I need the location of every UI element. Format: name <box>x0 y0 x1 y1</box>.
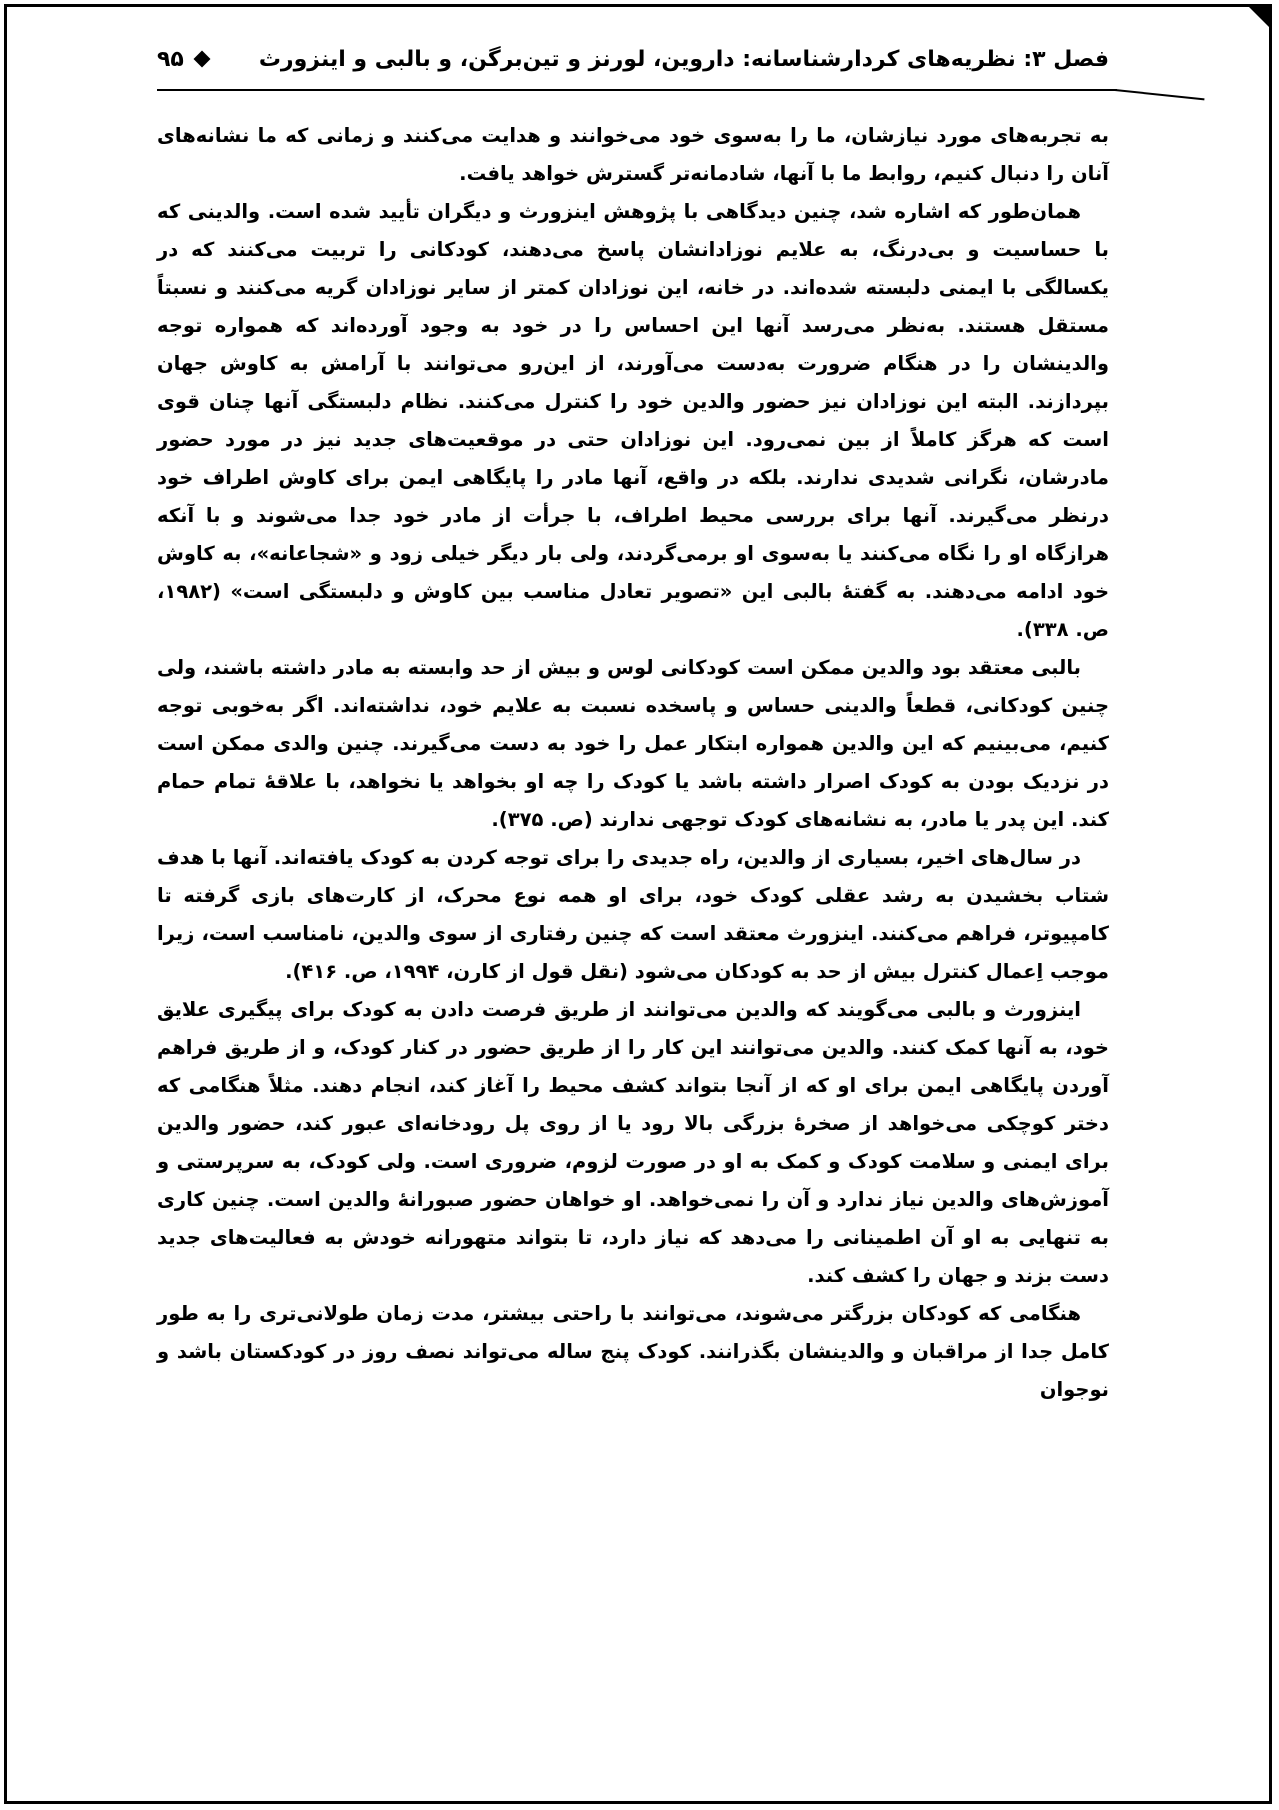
paragraph: همان‌طور که اشاره شد، چنین دیدگاهی با پژوهش اینزورث و دیگران تأیید شده است. والدینی که با حساسیت و بی‌درنگ، به علایم نوزادانشان پاسخ می‌دهند، کودکانی را تربیت می‌کنند که در یکسالگی با ایمنی دلبسته شده‌اند. در خانه، این نوزادان کمتر از سایر نوزادان گریه می‌کنند و نسبتاً مستقل هستند. به‌نظر می‌رسد آنها این احساس را در خود به وجود آورده‌اند که همواره توجه والدینشان را در هنگام ضرورت به‌دست می‌آورند، از این‌رو می‌توانند با آرامش به کاوش جهان بپردازند. البته این نوزادان نیز حضور والدین خود را کنترل می‌کنند. نظام دلبستگی آنها چنان قوی است که هرگز کاملاً از بین نمی‌رود. این نوزادان حتی در موقعیت‌های جدید نیز در مورد حضور مادرشان، نگرانی شدیدی ندارند. بلکه در واقع، آنها مادر را پایگاهی ایمن برای کاوش اطراف خود درنظر می‌گیرند. آنها برای بررسی محیط اطراف، با جرأت از مادر خود جدا می‌شوند و با آنکه هرازگاه او را نگاه می‌کنند یا به‌سوی او برمی‌گردند، ولی بار دیگر خیلی زود و «شجاعانه»، به کاوش خود ادامه می‌دهند. به گفتهٔ بالبی این «تصویر تعادل مناسب بین کاوش و دلبستگی است» (۱۹۸۲، ص. ۳۳۸). <box>157 200 1109 641</box>
book-page <box>4 4 1272 1804</box>
paragraph: هنگامی که کودکان بزرگتر می‌شوند، می‌توانند با راحتی بیشتر، مدت زمان طولانی‌تری را به طور کامل جدا از مراقبان و والدینشان بگذرانند. کودک پنج ساله می‌تواند نصف روز در کودکستان باشد و نوجوان <box>157 1302 1109 1401</box>
paragraph: اینزورث و بالبی می‌گویند که والدین می‌توانند از طریق فرصت دادن به کودک برای پیگیری علایق خود، به آنها کمک کنند. والدین می‌توانند این کار را از طریق حضور در کنار کودک، و از طریق فراهم آوردن پایگاهی ایمن برای او که از آنجا بتواند کشف محیط را آغاز کند، انجام دهند. مثلاً هنگامی که دختر کوچکی می‌خواهد از صخرهٔ بزرگی بالا رود یا از روی پل رودخانه‌ای عبور کند، حضور والدین برای ایمنی و سلامت کودک و کمک به او در صورت لزوم، ضروری است. ولی کودک، به سرپرستی و آموزش‌های والدین نیاز ندارد و آن را نمی‌خواهد. او خواهان حضور صبورانهٔ والدین است. چنین کاری به تنهایی به او آن اطمینانی را می‌دهد که نیاز دارد، تا بتواند متهورانه خودش به فعالیت‌های جدید دست بزند و جهان را کشف کند. <box>157 998 1109 1287</box>
folded-corner-mark <box>1246 4 1272 30</box>
page-number-group <box>157 47 212 72</box>
header-rule-tail <box>1113 89 1205 120</box>
paragraph: بالبی معتقد بود والدین ممکن است کودکانی لوس و بیش از حد وابسته به مادر داشته باشند، ولی چنین کودکانی، قطعاً والدینی حساس و پاسخده نسبت به علایم خود، نداشته‌اند. اگر به‌خوبی توجه کنیم، می‌بینیم که این والدین همواره ابتکار عمل را خود به دست می‌گیرند. چنین والدی ممکن است در نزدیک بودن به کودک اصرار داشته باشد یا کودک را چه او بخواهد یا نخواهد، با علاقهٔ تمام حمام کند. این پدر یا مادر، به نشانه‌های کودک توجهی ندارند (ص. ۳۷۵). <box>157 656 1109 831</box>
header-rule <box>157 89 1117 91</box>
body-text <box>157 117 1109 1771</box>
chapter-title: فصل ۳: نظریه‌های کردارشناسانه: داروین، لورنز و تین‌برگن، و بالبی و اینزورث <box>258 46 1109 72</box>
paragraph: به تجربه‌های مورد نیازشان، ما را به‌سوی خود می‌خوانند و هدایت می‌کنند و زمانی که ما نشانه‌های آنان را دنبال کنیم، روابط ما با آنها، شادمانه‌تر گسترش خواهد یافت. <box>157 124 1109 185</box>
running-header <box>157 29 1109 89</box>
diamond-icon <box>193 51 210 68</box>
page-number: ۹۵ <box>157 46 184 72</box>
paragraph: در سال‌های اخیر، بسیاری از والدین، راه جدیدی را برای توجه کردن به کودک یافته‌اند. آنها با هدف شتاب بخشیدن به رشد عقلی کودک خود، برای او همه نوع محرک، از کارت‌های بازی گرفته تا کامپیوتر، فراهم می‌کنند. اینزورث معتقد است که چنین رفتاری از سوی والدین، نامناسب است، زیرا موجب اِعمال کنترل بیش از حد به کودکان می‌شود (نقل قول از کارن، ۱۹۹۴، ص. ۴۱۶). <box>157 846 1109 983</box>
